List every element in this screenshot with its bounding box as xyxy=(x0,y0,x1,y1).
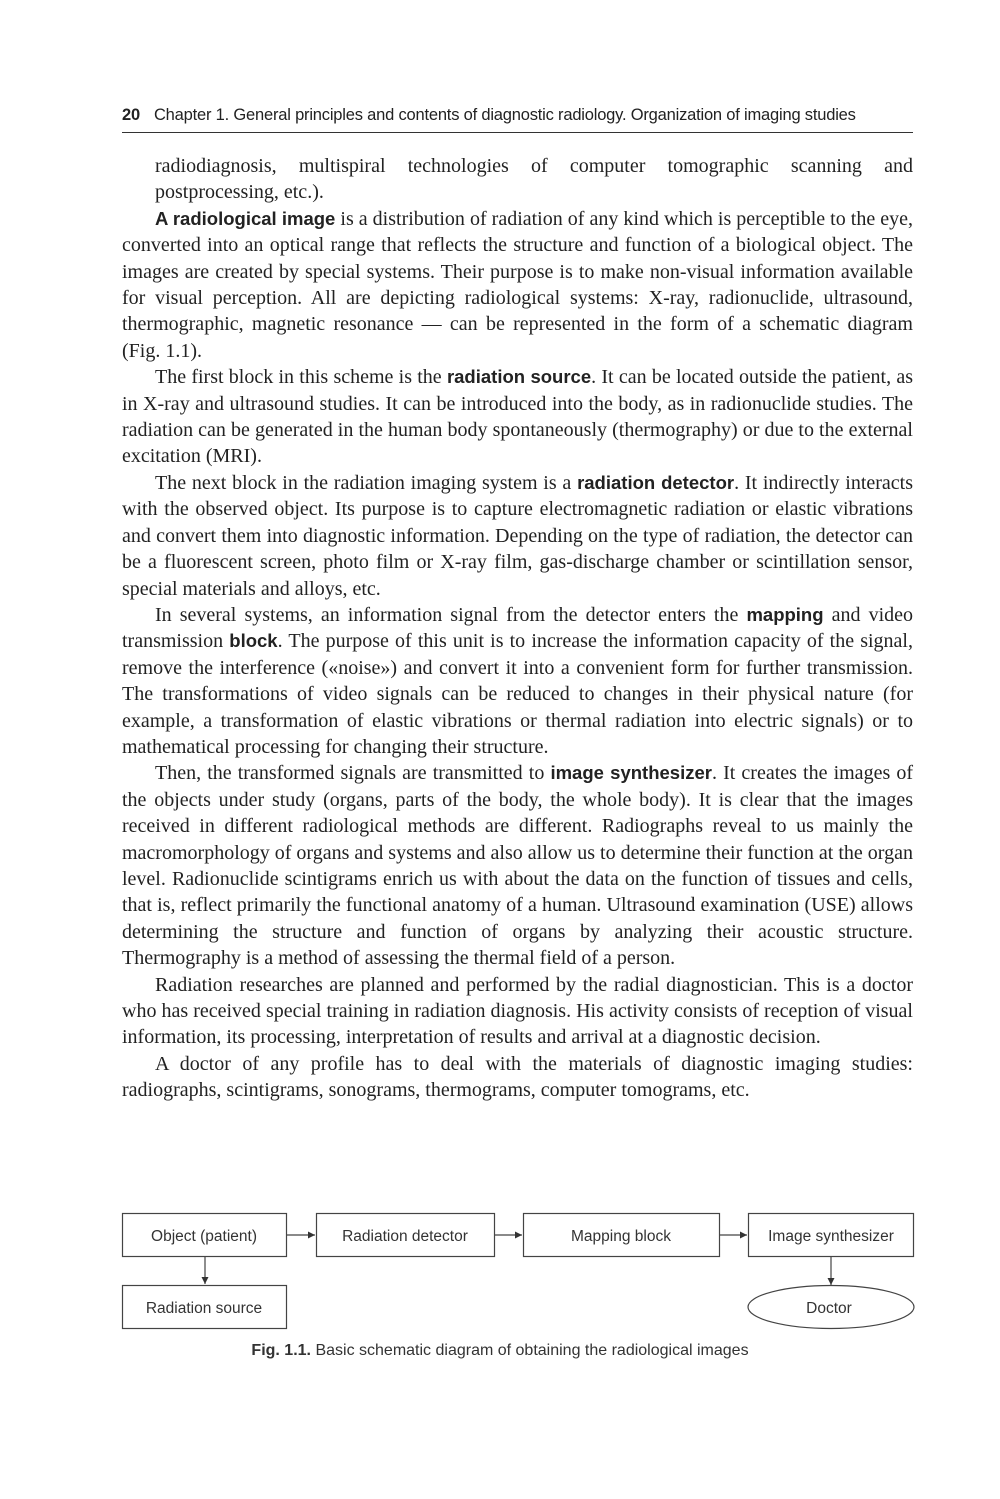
label-mapping: Mapping block xyxy=(571,1228,671,1245)
bold-term: image synthesizer xyxy=(550,762,712,784)
bold-term: mapping xyxy=(746,603,824,625)
label-source: Radiation source xyxy=(145,1300,263,1317)
bold-term: radiation detector xyxy=(577,471,735,493)
text-run: Radiation researches are planned and performed by the radial diagnostician. This is a doctor who has received special training in radiation diagnosis. His activity consists of reception of visual information, its processing, interpretation of results and arrival at a diagnostic decision. xyxy=(122,973,913,1049)
label-object: Object (patient) xyxy=(151,1228,257,1245)
paragraph xyxy=(122,153,913,206)
text-run: The first block in this scheme is the xyxy=(155,366,447,389)
text-run: The next block in the radiation imaging system is a xyxy=(155,471,578,494)
text-run: . It creates the images of the objects under study (organs, parts of the body, the whole body). It is clear that the images received in different radiological methods are different. Radiographs reveal to us mainly the macromorphology of organs and systems and also allow us to determine their function at the organ level. Radionuclide scintigrams enrich us with about the data on the function of tissues and cells, that is, reflect primarily the functional anatomy of a human. Ultrasound examination (USE) allows determining the structure and function of organs by analyzing their acoustic structure. Thermography is a method of assessing the thermal field of a person. xyxy=(122,762,913,970)
paragraph xyxy=(122,470,913,602)
running-title: Chapter 1. General principles and contents of diagnostic radiology. Organization of imaging studies xyxy=(153,106,856,124)
text-run: Then, the transformed signals are transmitted to xyxy=(155,762,551,785)
running-header xyxy=(122,106,913,133)
paragraph xyxy=(122,972,913,1051)
label-detector: Radiation detector xyxy=(342,1228,468,1245)
text-run: is a distribution of radiation of any kind which is perceptible to the eye, converted into an optical range that reflects the structure and function of a biological object. The images are created by special systems. Their purpose is to make non-visual information available for visual perception. All are depicting radiological systems: X-ray, radionuclide, ultrasound, thermographic, magnetic resonance — can be represented in the form of a schematic diagram (Fig. 1.1). xyxy=(122,207,913,362)
text-run: and video transmission xyxy=(122,603,914,653)
text-run: . The purpose of this unit is to increase the information capacity of the signal, remove the interference («noise») and convert it into a convenient form for further transmission. The transformations of video signals can be reduced to changes in their physical nature (for example, a transformation of elastic vibrations or thermal radiation into electric signals) or to mathematical processing for changing their structure. xyxy=(122,630,913,758)
text-run: radiodiagnosis, multispiral technologies of computer tomographic scanning and postprocessing, etc.). xyxy=(155,155,913,204)
text-run: A doctor of any profile has to deal with the materials of diagnostic imaging studies: radiographs, scintigrams, sonograms, thermograms, computer tomograms, etc. xyxy=(122,1052,913,1102)
paragraph xyxy=(122,602,913,760)
paragraph xyxy=(122,760,913,971)
text-run: In several systems, an information signal from the detector enters the xyxy=(155,603,747,626)
caption-text: Basic schematic diagram of obtaining the radiological images xyxy=(311,1342,749,1359)
paragraph xyxy=(122,1051,913,1104)
bold-term: radiation source xyxy=(446,366,592,388)
schematic-diagram xyxy=(0,1200,1000,1340)
label-doctor: Doctor xyxy=(806,1300,852,1317)
paragraph xyxy=(122,364,913,470)
caption-label: Fig. 1.1. xyxy=(251,1342,311,1359)
label-synthesizer: Image synthesizer xyxy=(768,1228,894,1245)
text-run: . It can be located outside the patient, as in X-ray and ultrasound studies. It can be introduced into the body, as in radionuclide studies. The radiation can be generated in the human body spontaneously (thermography) or due to the external excitation (MRI). xyxy=(122,366,913,468)
bold-term: A radiological image xyxy=(155,207,336,229)
figure-caption xyxy=(0,1342,1000,1360)
text-run: . It indirectly interacts with the observed object. Its purpose is to capture electromagnetic radiation or elastic vibrations and convert them into diagnostic information. Depending on the type of radiation, the detector can be a fluorescent screen, photo film or X-ray film, gas-discharge chamber or scintillation sensor, special materials and alloys, etc. xyxy=(122,471,914,600)
body-text xyxy=(122,153,913,1104)
paragraph xyxy=(122,206,913,364)
bold-term: block xyxy=(229,630,278,652)
page-number: 20 xyxy=(122,106,140,124)
